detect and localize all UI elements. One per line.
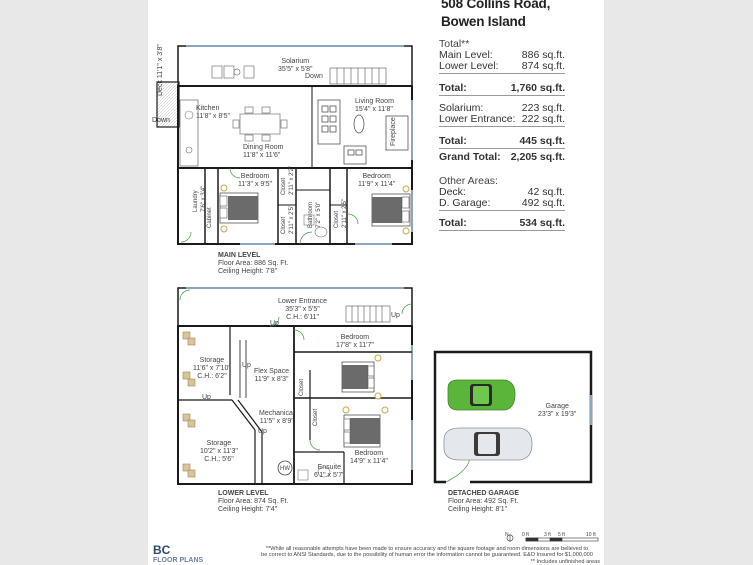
disclaimer-text: **While all reasonable attempts have been made to ensure accuracy and the square footage and room dimensions are believed to be correct to ANSI Standards, due to the possibility of human error the information cannot be guaranteed. E&O Insured for $1,000,000 ** Includes unfinished areas bbox=[261, 546, 600, 565]
room-label-laundry: Laundry 7'6" x 3'4" bbox=[193, 185, 207, 212]
scale-bar bbox=[507, 534, 598, 542]
deck-row: Deck: 42 sq.ft. bbox=[439, 186, 565, 198]
main-bedroom-2-bed-icon bbox=[372, 186, 410, 234]
garage-caption-title: DETACHED GARAGE bbox=[448, 490, 520, 497]
stairs-up-label-3: Up bbox=[242, 362, 251, 369]
room-label-flex-space: Flex Space 11'9" x 8'3" bbox=[254, 368, 290, 383]
white-car-icon bbox=[444, 428, 532, 460]
total-header: Total** bbox=[439, 38, 470, 50]
dining-table-icon bbox=[233, 107, 287, 141]
north-arrow-label: N bbox=[505, 532, 509, 538]
room-label-storage-2: Storage 10'2" x 11'3" C.H.: 5'6" bbox=[200, 440, 238, 463]
main-level-caption-title: MAIN LEVEL bbox=[218, 252, 261, 259]
deck-down-label: Down bbox=[152, 117, 170, 124]
cabinet-label: Cabinet bbox=[207, 207, 213, 228]
scale-label-3: 3 ft bbox=[544, 532, 551, 538]
total-row-2: Total: 445 sq.ft. bbox=[439, 135, 565, 147]
room-label-closet-lower-2: Closet bbox=[313, 408, 319, 426]
bc-floor-plans-logo: BC FLOOR PLANS bbox=[153, 543, 204, 564]
stairs-up-label-1: Up bbox=[270, 320, 279, 327]
stairs-down-label: Down bbox=[305, 73, 323, 80]
main-level-row: Main Level: 886 sq.ft. bbox=[439, 49, 565, 61]
room-label-closet-main-1: Closet 2'11" x 2'2" bbox=[281, 165, 295, 195]
stairs-up-label-4: Up bbox=[202, 394, 211, 401]
room-label-bedroom-lower-2: Bedroom 14'9" x 11'4" bbox=[350, 450, 388, 465]
room-label-kitchen: Kitchen 11'8" x 8'5" bbox=[196, 105, 230, 120]
room-label-bathroom-main: Bathroom 7'2" x 5'0" bbox=[308, 201, 322, 228]
lower-level-caption-area: Floor Area: 874 Sq. Ft. bbox=[218, 498, 289, 505]
total-row-3: Total: 534 sq.ft. bbox=[439, 217, 565, 229]
room-label-bedroom-main-1: Bedroom 11'3" x 9'5" bbox=[238, 173, 272, 188]
scale-label-0: 0 ft bbox=[522, 532, 529, 538]
stairs-up-label-2: Up bbox=[391, 312, 400, 319]
solarium-chairs-icon bbox=[212, 66, 254, 78]
room-label-closet-main-3: Closet 2'11" x 2'5" bbox=[334, 198, 348, 228]
garage-row: D. Garage: 492 sq.ft. bbox=[439, 197, 565, 209]
lower-entrance-row: Lower Entrance: 222 sq.ft. bbox=[439, 113, 565, 125]
room-label-closet-main-2: Closet 2'11" x 2'5" bbox=[281, 204, 295, 234]
room-label-deck: Deck 11'1" x 3'8" bbox=[157, 44, 164, 96]
room-label-mechanical: Mechanical 11'5" x 8'9" bbox=[259, 410, 295, 425]
lower-level-caption-title: LOWER LEVEL bbox=[218, 490, 269, 497]
solarium-row: Solarium: 223 sq.ft. bbox=[439, 102, 565, 114]
storage-boxes-icon bbox=[183, 332, 195, 477]
grand-total-row: Grand Total: 2,205 sq.ft. bbox=[439, 151, 565, 163]
lower-bedroom-2-bed-icon bbox=[343, 407, 388, 447]
fireplace-label: Fireplace bbox=[390, 117, 397, 146]
green-car-icon bbox=[448, 380, 515, 410]
room-label-dining: Dining Room 11'8" x 11'6" bbox=[243, 144, 284, 159]
garage-caption-ceiling: Ceiling Height: 8'1" bbox=[448, 506, 508, 513]
main-level-caption-ceiling: Ceiling Height: 7'8" bbox=[218, 268, 278, 275]
total-row-1: Total: 1,760 sq.ft. bbox=[439, 82, 565, 94]
room-label-solarium: Solarium 35'5" x 5'8" bbox=[278, 58, 313, 73]
other-areas-header: Other Areas: bbox=[439, 175, 498, 187]
entrance-stairs-icon bbox=[346, 306, 390, 322]
hot-water-label: HW bbox=[280, 466, 290, 472]
solarium-stairs-icon bbox=[330, 68, 386, 84]
garage-caption-area: Floor Area: 492 Sq. Ft. bbox=[448, 498, 519, 505]
scale-label-5: 5 ft bbox=[558, 532, 565, 538]
main-level-caption-area: Floor Area: 886 Sq. Ft. bbox=[218, 260, 289, 267]
room-label-bedroom-main-2: Bedroom 11'9" x 11'4" bbox=[358, 173, 396, 188]
lower-level-row: Lower Level: 874 sq.ft. bbox=[439, 60, 565, 72]
lower-bedroom-1-bed-icon bbox=[342, 355, 381, 399]
room-label-closet-lower-1: Closet bbox=[299, 378, 305, 396]
stairs-up-label-5: Up bbox=[258, 428, 267, 435]
scale-label-10: 10 ft bbox=[586, 532, 596, 538]
room-label-ensuite: Ensuite 6'1" x 5'7" bbox=[314, 464, 345, 479]
main-bedroom-1-bed-icon bbox=[220, 185, 258, 232]
property-title-line2: Bowen Island bbox=[441, 14, 526, 29]
lower-level-caption-ceiling: Ceiling Height: 7'4" bbox=[218, 506, 278, 513]
room-label-storage-1: Storage 11'6" x 7'10" C.H.: 6'2" bbox=[193, 357, 231, 380]
room-label-living: Living Room 15'4" x 11'8" bbox=[355, 98, 394, 113]
property-title-line1: 508 Collins Road, bbox=[441, 0, 551, 11]
floor-plan-drawing bbox=[148, 0, 604, 565]
room-label-bedroom-lower-1: Bedroom 17'8" x 11'7" bbox=[336, 334, 374, 349]
room-label-garage: Garage 23'3" x 19'3" bbox=[538, 403, 577, 418]
room-label-lower-entrance: Lower Entrance 35'3" x 5'5" C.H.: 6'11" bbox=[278, 298, 328, 321]
